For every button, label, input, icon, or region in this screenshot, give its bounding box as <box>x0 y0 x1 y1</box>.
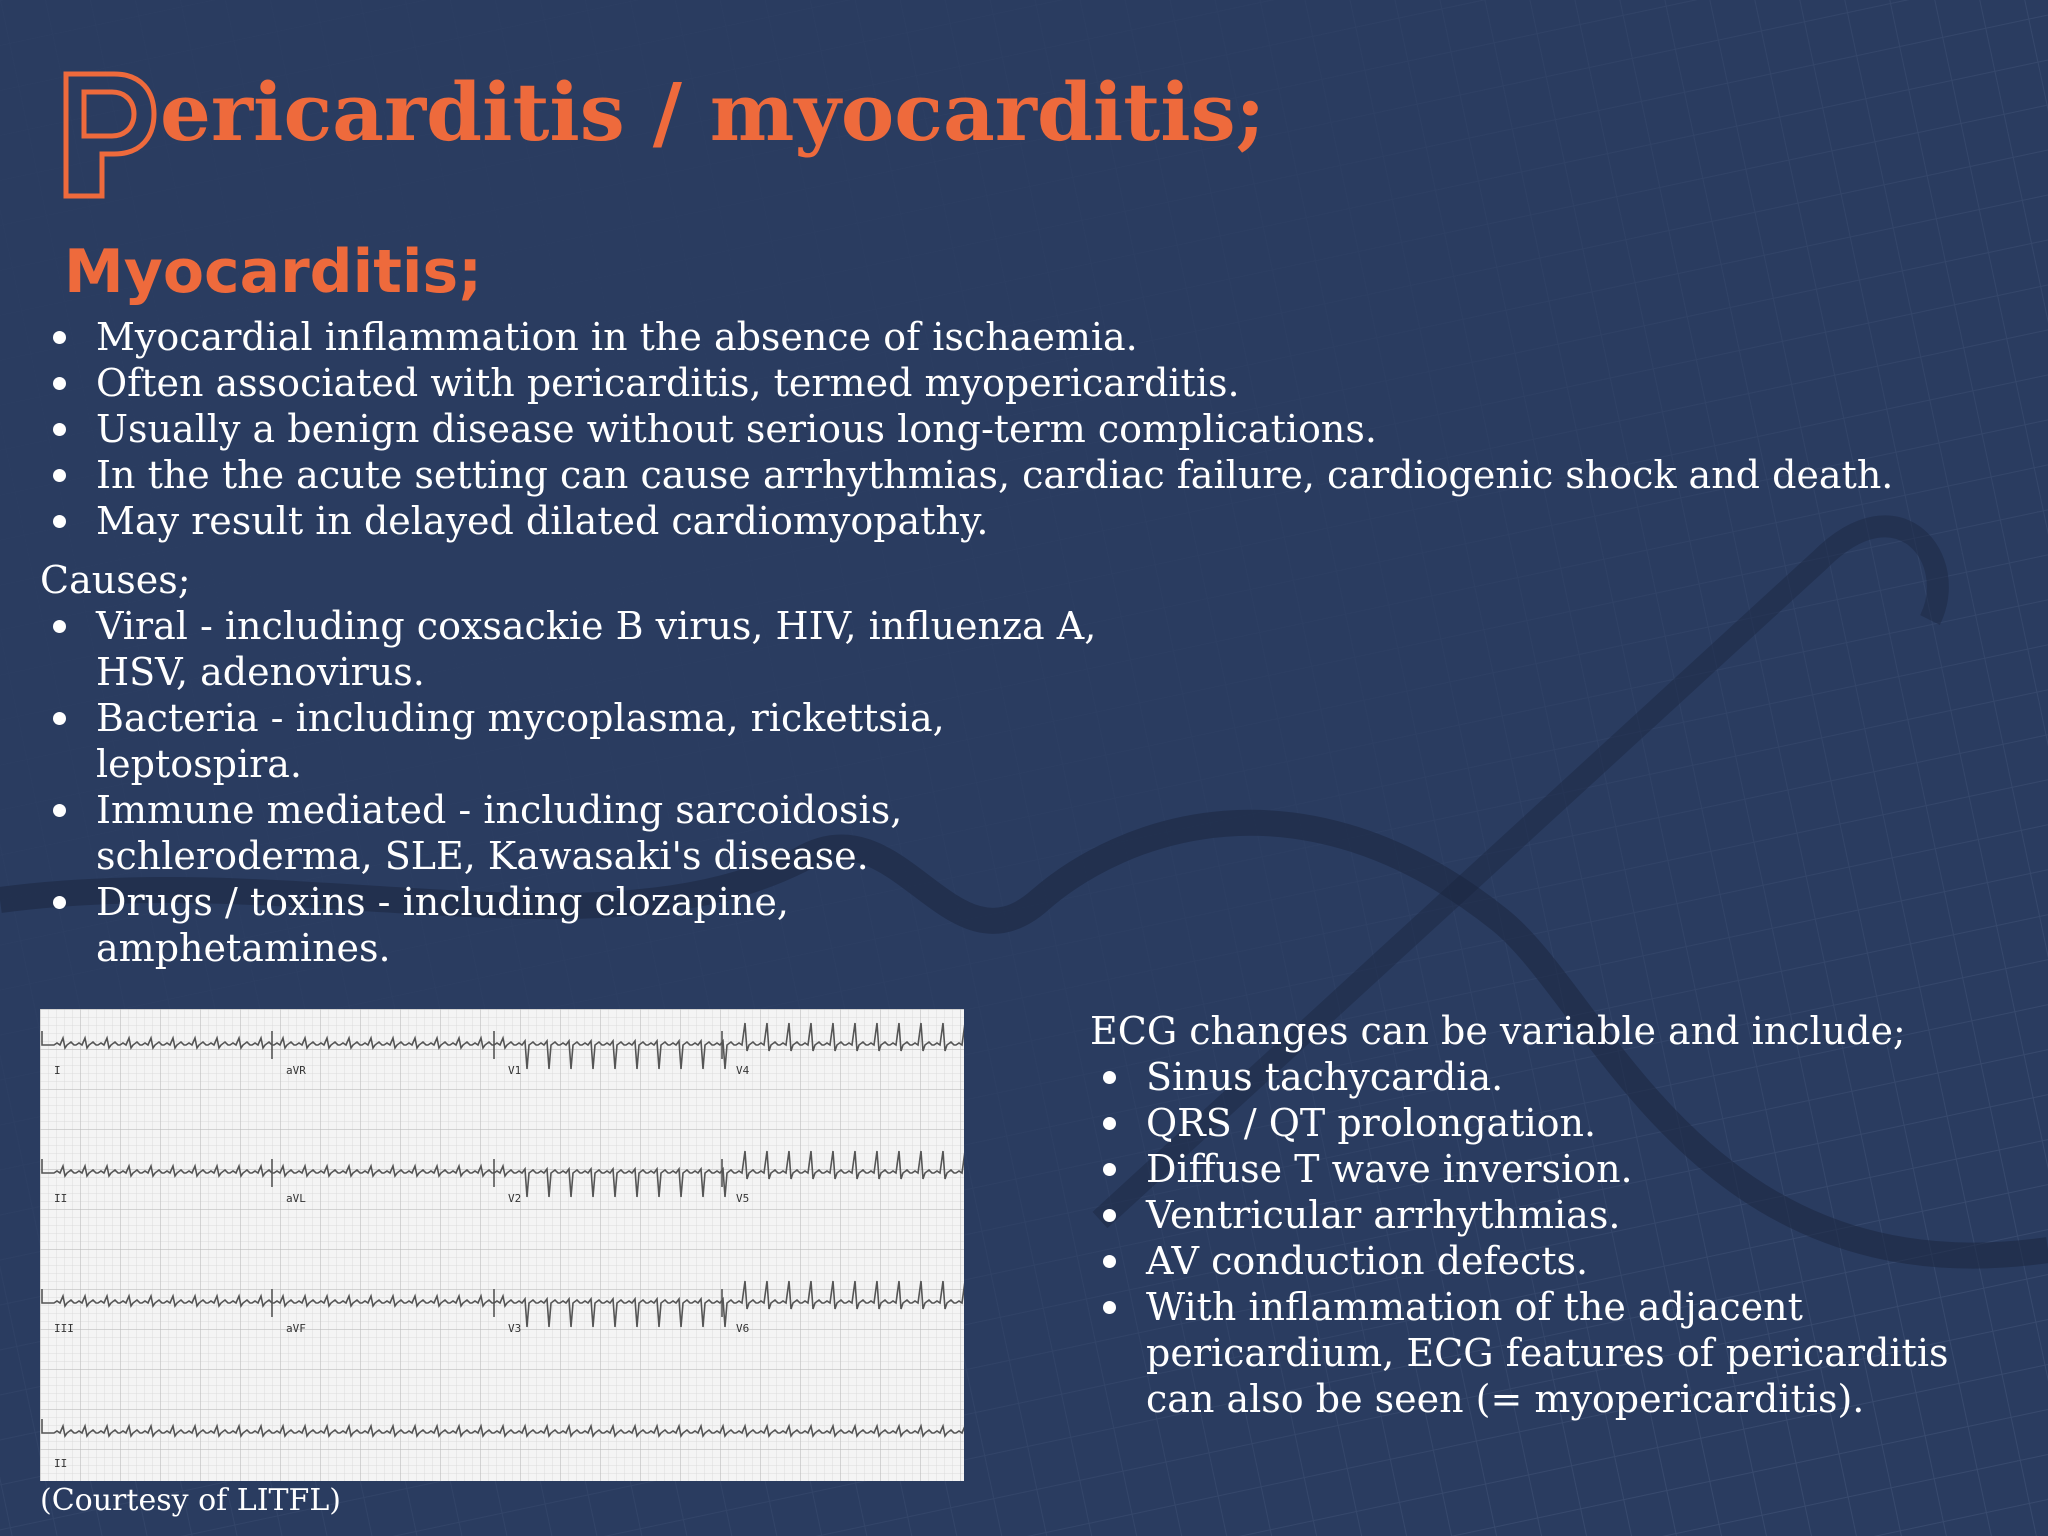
lead-label: V2 <box>508 1192 522 1205</box>
list-item-line: can also be seen (= myopericarditis). <box>1146 1377 1865 1421</box>
lead-label: aVR <box>286 1064 306 1077</box>
list-item-line: leptospira. <box>96 742 302 786</box>
list-item <box>40 603 1096 695</box>
list-item-line: Diffuse T wave inversion. <box>1146 1147 1633 1191</box>
list-item <box>40 695 1096 787</box>
lead-label: V4 <box>736 1064 750 1077</box>
list-item: Often associated with pericarditis, termed myopericarditis. <box>40 360 1893 406</box>
list-item: May result in delayed dilated cardiomyopathy. <box>40 498 1893 544</box>
list-item-line: Ventricular arrhythmias. <box>1146 1193 1621 1237</box>
ecg-image <box>40 1009 964 1481</box>
lead-label: V3 <box>508 1322 522 1335</box>
list-item <box>1090 1284 1948 1422</box>
title-initial-logo <box>62 68 158 200</box>
list-item-line: Drugs / toxins - including clozapine, <box>96 880 789 924</box>
slide-title: ericarditis / myocarditis; <box>160 65 1266 159</box>
lead-label: III <box>54 1322 74 1335</box>
list-item-line: Immune mediated - including sarcoidosis, <box>96 788 903 832</box>
list-item-line: Bacteria - including mycoplasma, rickettsia, <box>96 696 945 740</box>
list-item <box>1090 1054 1948 1100</box>
causes-label: Causes; <box>40 558 191 602</box>
myocarditis-points-list <box>40 314 1893 544</box>
section-title-myocarditis: Myocarditis; <box>64 237 483 307</box>
list-item-line: With inflammation of the adjacent <box>1146 1285 1803 1329</box>
list-item <box>1090 1192 1948 1238</box>
list-item-line: schleroderma, SLE, Kawasaki's disease. <box>96 834 869 878</box>
lead-label: V1 <box>508 1064 522 1077</box>
list-item-line: amphetamines. <box>96 926 391 970</box>
list-item-line: QRS / QT prolongation. <box>1146 1101 1597 1145</box>
list-item-line: Sinus tachycardia. <box>1146 1055 1504 1099</box>
image-caption: (Courtesy of LITFL) <box>40 1483 341 1518</box>
list-item <box>40 879 1096 971</box>
list-item: Usually a benign disease without serious long-term complications. <box>40 406 1893 452</box>
lead-label: I <box>54 1064 61 1077</box>
lead-label: aVF <box>286 1322 306 1335</box>
list-item <box>1090 1100 1948 1146</box>
lead-label: II <box>54 1192 68 1205</box>
lead-label: V5 <box>736 1192 750 1205</box>
ecg-changes-list <box>1090 1054 1948 1422</box>
list-item <box>40 787 1096 879</box>
list-item: In the the acute setting can cause arrhythmias, cardiac failure, cardiogenic shock and death. <box>40 452 1893 498</box>
ecg-strip <box>40 1009 964 1481</box>
lead-label: V6 <box>736 1322 750 1335</box>
list-item-line: AV conduction defects. <box>1146 1239 1589 1283</box>
ecg-changes-intro: ECG changes can be variable and include; <box>1090 1009 1906 1053</box>
list-item <box>1090 1146 1948 1192</box>
lead-label: aVL <box>286 1192 306 1205</box>
list-item <box>1090 1238 1948 1284</box>
lead-label: II <box>54 1457 68 1470</box>
list-item-line: Viral - including coxsackie B virus, HIV, influenza A, <box>96 604 1097 648</box>
list-item-line: HSV, adenovirus. <box>96 650 425 694</box>
causes-list <box>40 603 1096 971</box>
list-item-line: pericardium, ECG features of pericarditis <box>1146 1331 1949 1375</box>
list-item: Myocardial inflammation in the absence of ischaemia. <box>40 314 1893 360</box>
